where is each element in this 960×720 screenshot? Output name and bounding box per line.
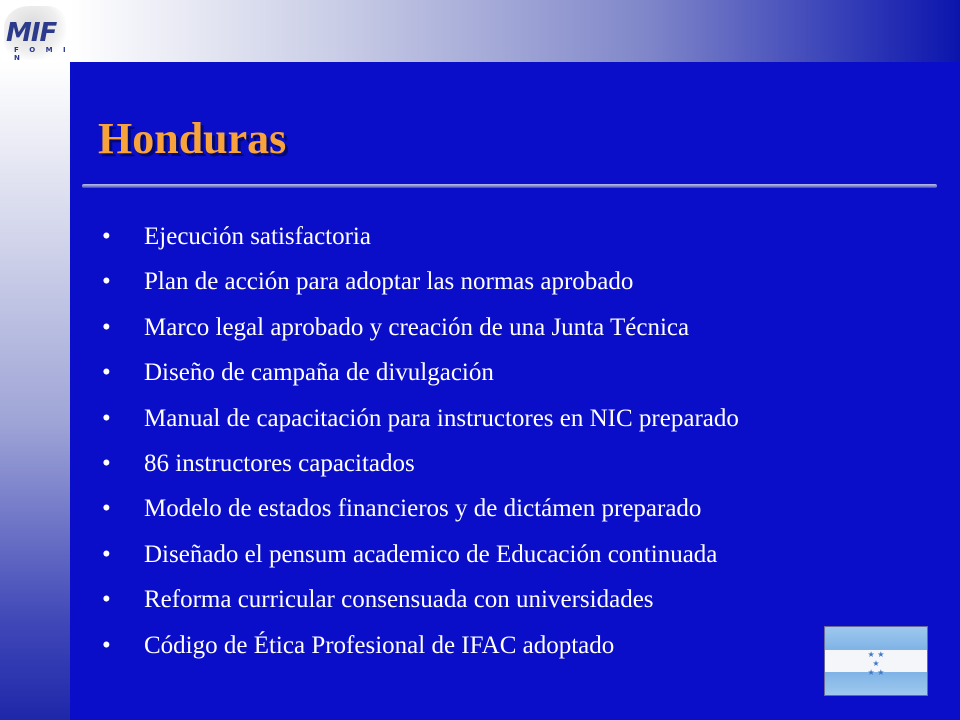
flag-stars-row: ★ ★: [867, 668, 885, 677]
sidebar-gradient-band: [0, 62, 70, 720]
bullet-dot: •: [102, 223, 111, 250]
bullet-text: Reforma curricular consensuada con universidades: [144, 586, 654, 614]
bullet-text: Manual de capacitación para instructores en NIC preparado: [144, 404, 739, 432]
bullet-dot: •: [102, 540, 111, 568]
bullet-dot: •: [102, 586, 111, 614]
slide-title: Honduras: [98, 114, 287, 163]
bullet-dot: •: [102, 631, 111, 659]
bullet-text: Modelo de estados financieros y de dictámen preparado: [144, 495, 702, 523]
bullet-text: 86 instructores capacitados: [144, 449, 415, 477]
bullet-dot: •: [102, 359, 111, 387]
logo-subtext: F O M I N: [14, 46, 70, 62]
flag-stars-row: ★ ★: [867, 650, 885, 659]
bullet-dot: •: [102, 313, 111, 341]
bullet-text: Ejecución satisfactoria: [144, 223, 371, 250]
logo-text: MIF: [6, 18, 57, 48]
flag-stars-row: ★: [872, 659, 880, 668]
bullet-text: Código de Ética Profesional de IFAC adoptado: [144, 631, 615, 659]
honduras-flag-icon: [824, 626, 928, 696]
bullet-text: Diseño de campaña de divulgación: [144, 359, 494, 387]
header-gradient-band: [70, 0, 960, 62]
title-divider: [82, 184, 937, 188]
bullet-dot: •: [102, 495, 111, 523]
bullet-dot: •: [102, 268, 111, 296]
flag-stripe-top: [825, 627, 927, 650]
bullet-text: Plan de acción para adoptar las normas aprobado: [144, 268, 634, 296]
flag-stars-icon: [825, 650, 927, 677]
bullet-dot: •: [102, 404, 111, 432]
bullet-text: Diseñado el pensum academico de Educación continuada: [144, 540, 718, 568]
bullet-dot: •: [102, 449, 111, 477]
mif-fomin-logo: [0, 0, 70, 62]
bullet-text: Marco legal aprobado y creación de una Junta Técnica: [144, 313, 690, 341]
